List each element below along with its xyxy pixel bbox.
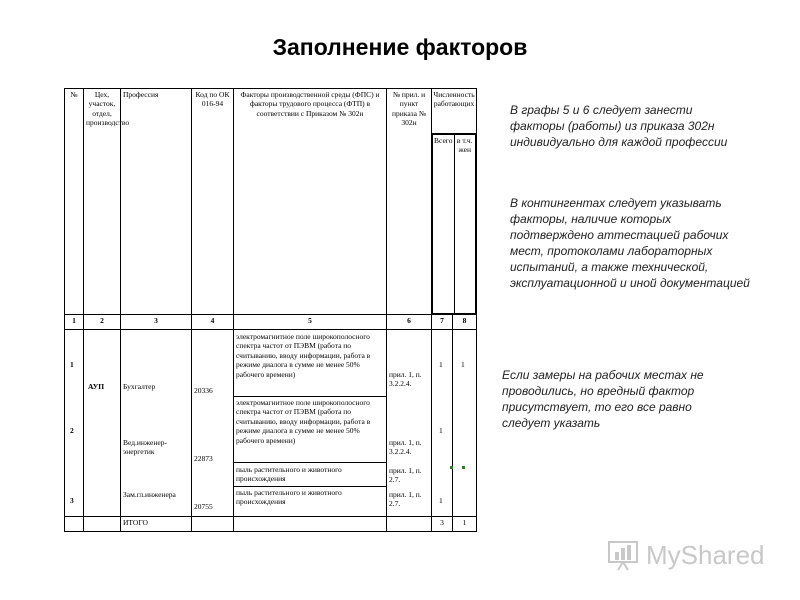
note-measurements: Если замеры на рабочих местах не проводились, но вредный фактор присутствует, то его все равно следует указать bbox=[502, 368, 704, 430]
code-cell: 20336 bbox=[194, 386, 213, 395]
header-women: в т.ч. жен bbox=[454, 135, 476, 314]
scan-mark bbox=[450, 466, 453, 469]
header-profession: Профессия bbox=[121, 89, 192, 315]
col-number: 2 bbox=[84, 315, 121, 330]
profession-cell: Вед.инженер-энергетик bbox=[123, 438, 167, 457]
row-number: 3 bbox=[70, 496, 74, 505]
note-columns-5-6: В графы 5 и 6 следует занести факторы (работы) из приказа 302н индивидуально для каждой профессии bbox=[510, 103, 728, 149]
col-number: 7 bbox=[432, 315, 453, 330]
col-number: 3 bbox=[121, 315, 192, 330]
factor-cell: электромагнитное поле широкополосного спектра частот от ПЭВМ (работа по считыванию, вводу информации, работа в режиме диалога в сумме не менее 50% рабочего времени) bbox=[234, 398, 386, 463]
total-cell: 1 bbox=[439, 426, 443, 435]
slide-title: Заполнение факторов bbox=[272, 34, 528, 60]
prikaz-cell: прил. 1, п. 3.2.2.4. bbox=[389, 370, 422, 389]
total-cell: 1 bbox=[439, 496, 443, 505]
header-total: Всего bbox=[433, 135, 455, 314]
women-sum: 1 bbox=[453, 517, 477, 532]
code-cell: 22873 bbox=[194, 454, 213, 463]
scan-mark bbox=[462, 466, 465, 469]
header-row bbox=[65, 89, 477, 315]
col-number: 8 bbox=[453, 315, 477, 330]
row-number: 1 bbox=[70, 360, 74, 369]
dept-cell: АУП bbox=[88, 382, 105, 391]
prikaz-cell: прил. 1, п. 3.2.2.4. bbox=[389, 438, 422, 457]
prikaz-cell: прил. 1, п. 2.7. bbox=[389, 466, 422, 485]
col-number: 5 bbox=[234, 315, 387, 330]
total-sum: 3 bbox=[432, 517, 453, 532]
prikaz-cell: прил. 1, п. 2.7. bbox=[389, 490, 422, 509]
contingent-table-scan bbox=[64, 88, 476, 527]
header-code: Код по ОК 016-94 bbox=[192, 89, 234, 315]
women-cell: 1 bbox=[461, 360, 465, 369]
factor-cell: пыль растительного и животного происхождения bbox=[236, 488, 342, 507]
column-number-row bbox=[65, 315, 477, 330]
profession-cell: Бухгалтер bbox=[123, 382, 156, 391]
header-count-group bbox=[432, 89, 477, 315]
row-number: 2 bbox=[70, 426, 74, 435]
header-prikaz: № прил. и пункт приказа № 302н bbox=[387, 89, 432, 315]
note-contingents: В контингентах следует указывать факторы, наличие которых подтверждено аттестацией рабочих мест, протоколами лабораторных испытаний, а также технической, эксплуатационной и иной документацией bbox=[510, 196, 750, 290]
header-count: Численность работающих bbox=[432, 89, 476, 134]
factor-cell: электромагнитное поле широкополосного спектра частот от ПЭВМ (работа по считыванию, вводу информации, работа в режиме диалога в сумме не менее 50% рабочего времени) bbox=[234, 332, 386, 397]
total-cell: 1 bbox=[439, 360, 443, 369]
total-label: ИТОГО bbox=[121, 517, 192, 532]
presentation-icon bbox=[606, 539, 642, 571]
logo-text: MyShared bbox=[646, 539, 765, 570]
col-number: 4 bbox=[192, 315, 234, 330]
code-cell: 20755 bbox=[194, 502, 213, 511]
header-dept: Цех, участок, отдел, производство bbox=[84, 89, 121, 315]
factor-cell: пыль растительного и животного происхождения bbox=[234, 465, 386, 487]
myshared-logo bbox=[606, 537, 776, 573]
header-num: № bbox=[65, 89, 84, 315]
data-row bbox=[65, 330, 477, 517]
col-number: 1 bbox=[65, 315, 84, 330]
profession-cell: Зам.гл.инженера bbox=[123, 490, 176, 499]
header-factors: Факторы производственной среды (ФПС) и факторы трудового процесса (ФТП) в соответствии с Приказом № 302н bbox=[234, 89, 387, 315]
col-number: 6 bbox=[387, 315, 432, 330]
contingent-table bbox=[64, 88, 477, 532]
total-row bbox=[65, 517, 477, 532]
